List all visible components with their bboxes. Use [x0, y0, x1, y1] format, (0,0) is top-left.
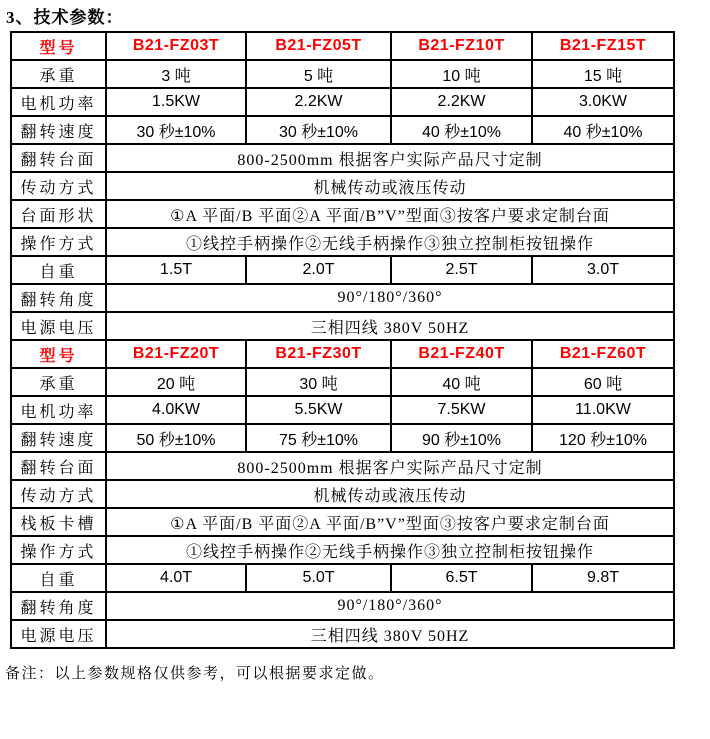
merged-value-cell: 三相四线 380V 50HZ — [106, 620, 674, 648]
spec-row — [11, 312, 674, 340]
model-header-cell: B21-FZ10T — [391, 32, 532, 60]
merged-value-cell: ①A 平面/B 平面②A 平面/B”V”型面③按客户要求定制台面 — [106, 200, 674, 228]
value-cell: 7.5KW — [391, 396, 532, 424]
merged-value-cell: ①线控手柄操作②无线手柄操作③独立控制柜按钮操作 — [106, 536, 674, 564]
value-cell: 3.0T — [532, 256, 674, 284]
value-cell: 10 吨 — [391, 60, 532, 88]
value-cell: 5.5KW — [246, 396, 391, 424]
spec-table-body — [11, 32, 674, 648]
value-cell: 90 秒±10% — [391, 424, 532, 452]
model-header-cell: B21-FZ60T — [532, 340, 674, 368]
spec-row — [11, 424, 674, 452]
spec-row — [11, 452, 674, 480]
spec-row — [11, 620, 674, 648]
spec-row — [11, 480, 674, 508]
row-label-cell: 栈板卡槽 — [11, 508, 106, 536]
spec-row — [11, 368, 674, 396]
row-label-cell: 电机功率 — [11, 396, 106, 424]
spec-row — [11, 536, 674, 564]
value-cell: 2.2KW — [391, 88, 532, 116]
spec-row — [11, 508, 674, 536]
spec-row — [11, 284, 674, 312]
value-cell: 40 秒±10% — [391, 116, 532, 144]
spec-row — [11, 60, 674, 88]
row-label-cell: 传动方式 — [11, 480, 106, 508]
value-cell: 20 吨 — [106, 368, 246, 396]
model-header-cell: B21-FZ40T — [391, 340, 532, 368]
row-label-cell: 翻转台面 — [11, 452, 106, 480]
spec-row — [11, 396, 674, 424]
model-header-label: 型号 — [11, 340, 106, 368]
value-cell: 60 吨 — [532, 368, 674, 396]
model-header-row — [11, 32, 674, 60]
spec-row — [11, 88, 674, 116]
spec-row — [11, 564, 674, 592]
spec-table — [10, 31, 675, 649]
value-cell: 11.0KW — [532, 396, 674, 424]
value-cell: 1.5T — [106, 256, 246, 284]
value-cell: 1.5KW — [106, 88, 246, 116]
spec-row — [11, 200, 674, 228]
row-label-cell: 自重 — [11, 256, 106, 284]
value-cell: 2.2KW — [246, 88, 391, 116]
value-cell: 75 秒±10% — [246, 424, 391, 452]
spec-row — [11, 592, 674, 620]
spec-row — [11, 256, 674, 284]
row-label-cell: 传动方式 — [11, 172, 106, 200]
model-header-row — [11, 340, 674, 368]
value-cell: 30 秒±10% — [246, 116, 391, 144]
value-cell: 4.0T — [106, 564, 246, 592]
value-cell: 30 秒±10% — [106, 116, 246, 144]
merged-value-cell: 800-2500mm 根据客户实际产品尺寸定制 — [106, 144, 674, 172]
row-label-cell: 承重 — [11, 368, 106, 396]
model-header-cell: B21-FZ03T — [106, 32, 246, 60]
value-cell: 5 吨 — [246, 60, 391, 88]
value-cell: 50 秒±10% — [106, 424, 246, 452]
value-cell: 30 吨 — [246, 368, 391, 396]
merged-value-cell: 90°/180°/360° — [106, 592, 674, 620]
value-cell: 9.8T — [532, 564, 674, 592]
merged-value-cell: 三相四线 380V 50HZ — [106, 312, 674, 340]
merged-value-cell: 90°/180°/360° — [106, 284, 674, 312]
spec-row — [11, 144, 674, 172]
row-label-cell: 翻转角度 — [11, 284, 106, 312]
model-header-cell: B21-FZ30T — [246, 340, 391, 368]
note-text: 备注：以上参数规格仅供参考，可以根据要求定做。 — [5, 666, 385, 682]
value-cell: 2.5T — [391, 256, 532, 284]
model-header-cell: B21-FZ20T — [106, 340, 246, 368]
spec-row — [11, 116, 674, 144]
model-header-cell: B21-FZ05T — [246, 32, 391, 60]
spec-row — [11, 228, 674, 256]
value-cell: 15 吨 — [532, 60, 674, 88]
merged-value-cell: 机械传动或液压传动 — [106, 480, 674, 508]
value-cell: 6.5T — [391, 564, 532, 592]
value-cell: 5.0T — [246, 564, 391, 592]
row-label-cell: 操作方式 — [11, 228, 106, 256]
model-header-label: 型号 — [11, 32, 106, 60]
row-label-cell: 操作方式 — [11, 536, 106, 564]
row-label-cell: 电源电压 — [11, 620, 106, 648]
merged-value-cell: ①A 平面/B 平面②A 平面/B”V”型面③按客户要求定制台面 — [106, 508, 674, 536]
row-label-cell: 电机功率 — [11, 88, 106, 116]
value-cell: 40 吨 — [391, 368, 532, 396]
row-label-cell: 承重 — [11, 60, 106, 88]
value-cell: 2.0T — [246, 256, 391, 284]
row-label-cell: 翻转速度 — [11, 116, 106, 144]
row-label-cell: 翻转角度 — [11, 592, 106, 620]
value-cell: 120 秒±10% — [532, 424, 674, 452]
row-label-cell: 翻转台面 — [11, 144, 106, 172]
value-cell: 3.0KW — [532, 88, 674, 116]
row-label-cell: 自重 — [11, 564, 106, 592]
row-label-cell: 电源电压 — [11, 312, 106, 340]
spec-row — [11, 172, 674, 200]
row-label-cell: 台面形状 — [11, 200, 106, 228]
page-title: 3、技术参数： — [6, 8, 124, 27]
value-cell: 4.0KW — [106, 396, 246, 424]
value-cell: 40 秒±10% — [532, 116, 674, 144]
merged-value-cell: 机械传动或液压传动 — [106, 172, 674, 200]
model-header-cell: B21-FZ15T — [532, 32, 674, 60]
merged-value-cell: 800-2500mm 根据客户实际产品尺寸定制 — [106, 452, 674, 480]
merged-value-cell: ①线控手柄操作②无线手柄操作③独立控制柜按钮操作 — [106, 228, 674, 256]
row-label-cell: 翻转速度 — [11, 424, 106, 452]
value-cell: 3 吨 — [106, 60, 246, 88]
